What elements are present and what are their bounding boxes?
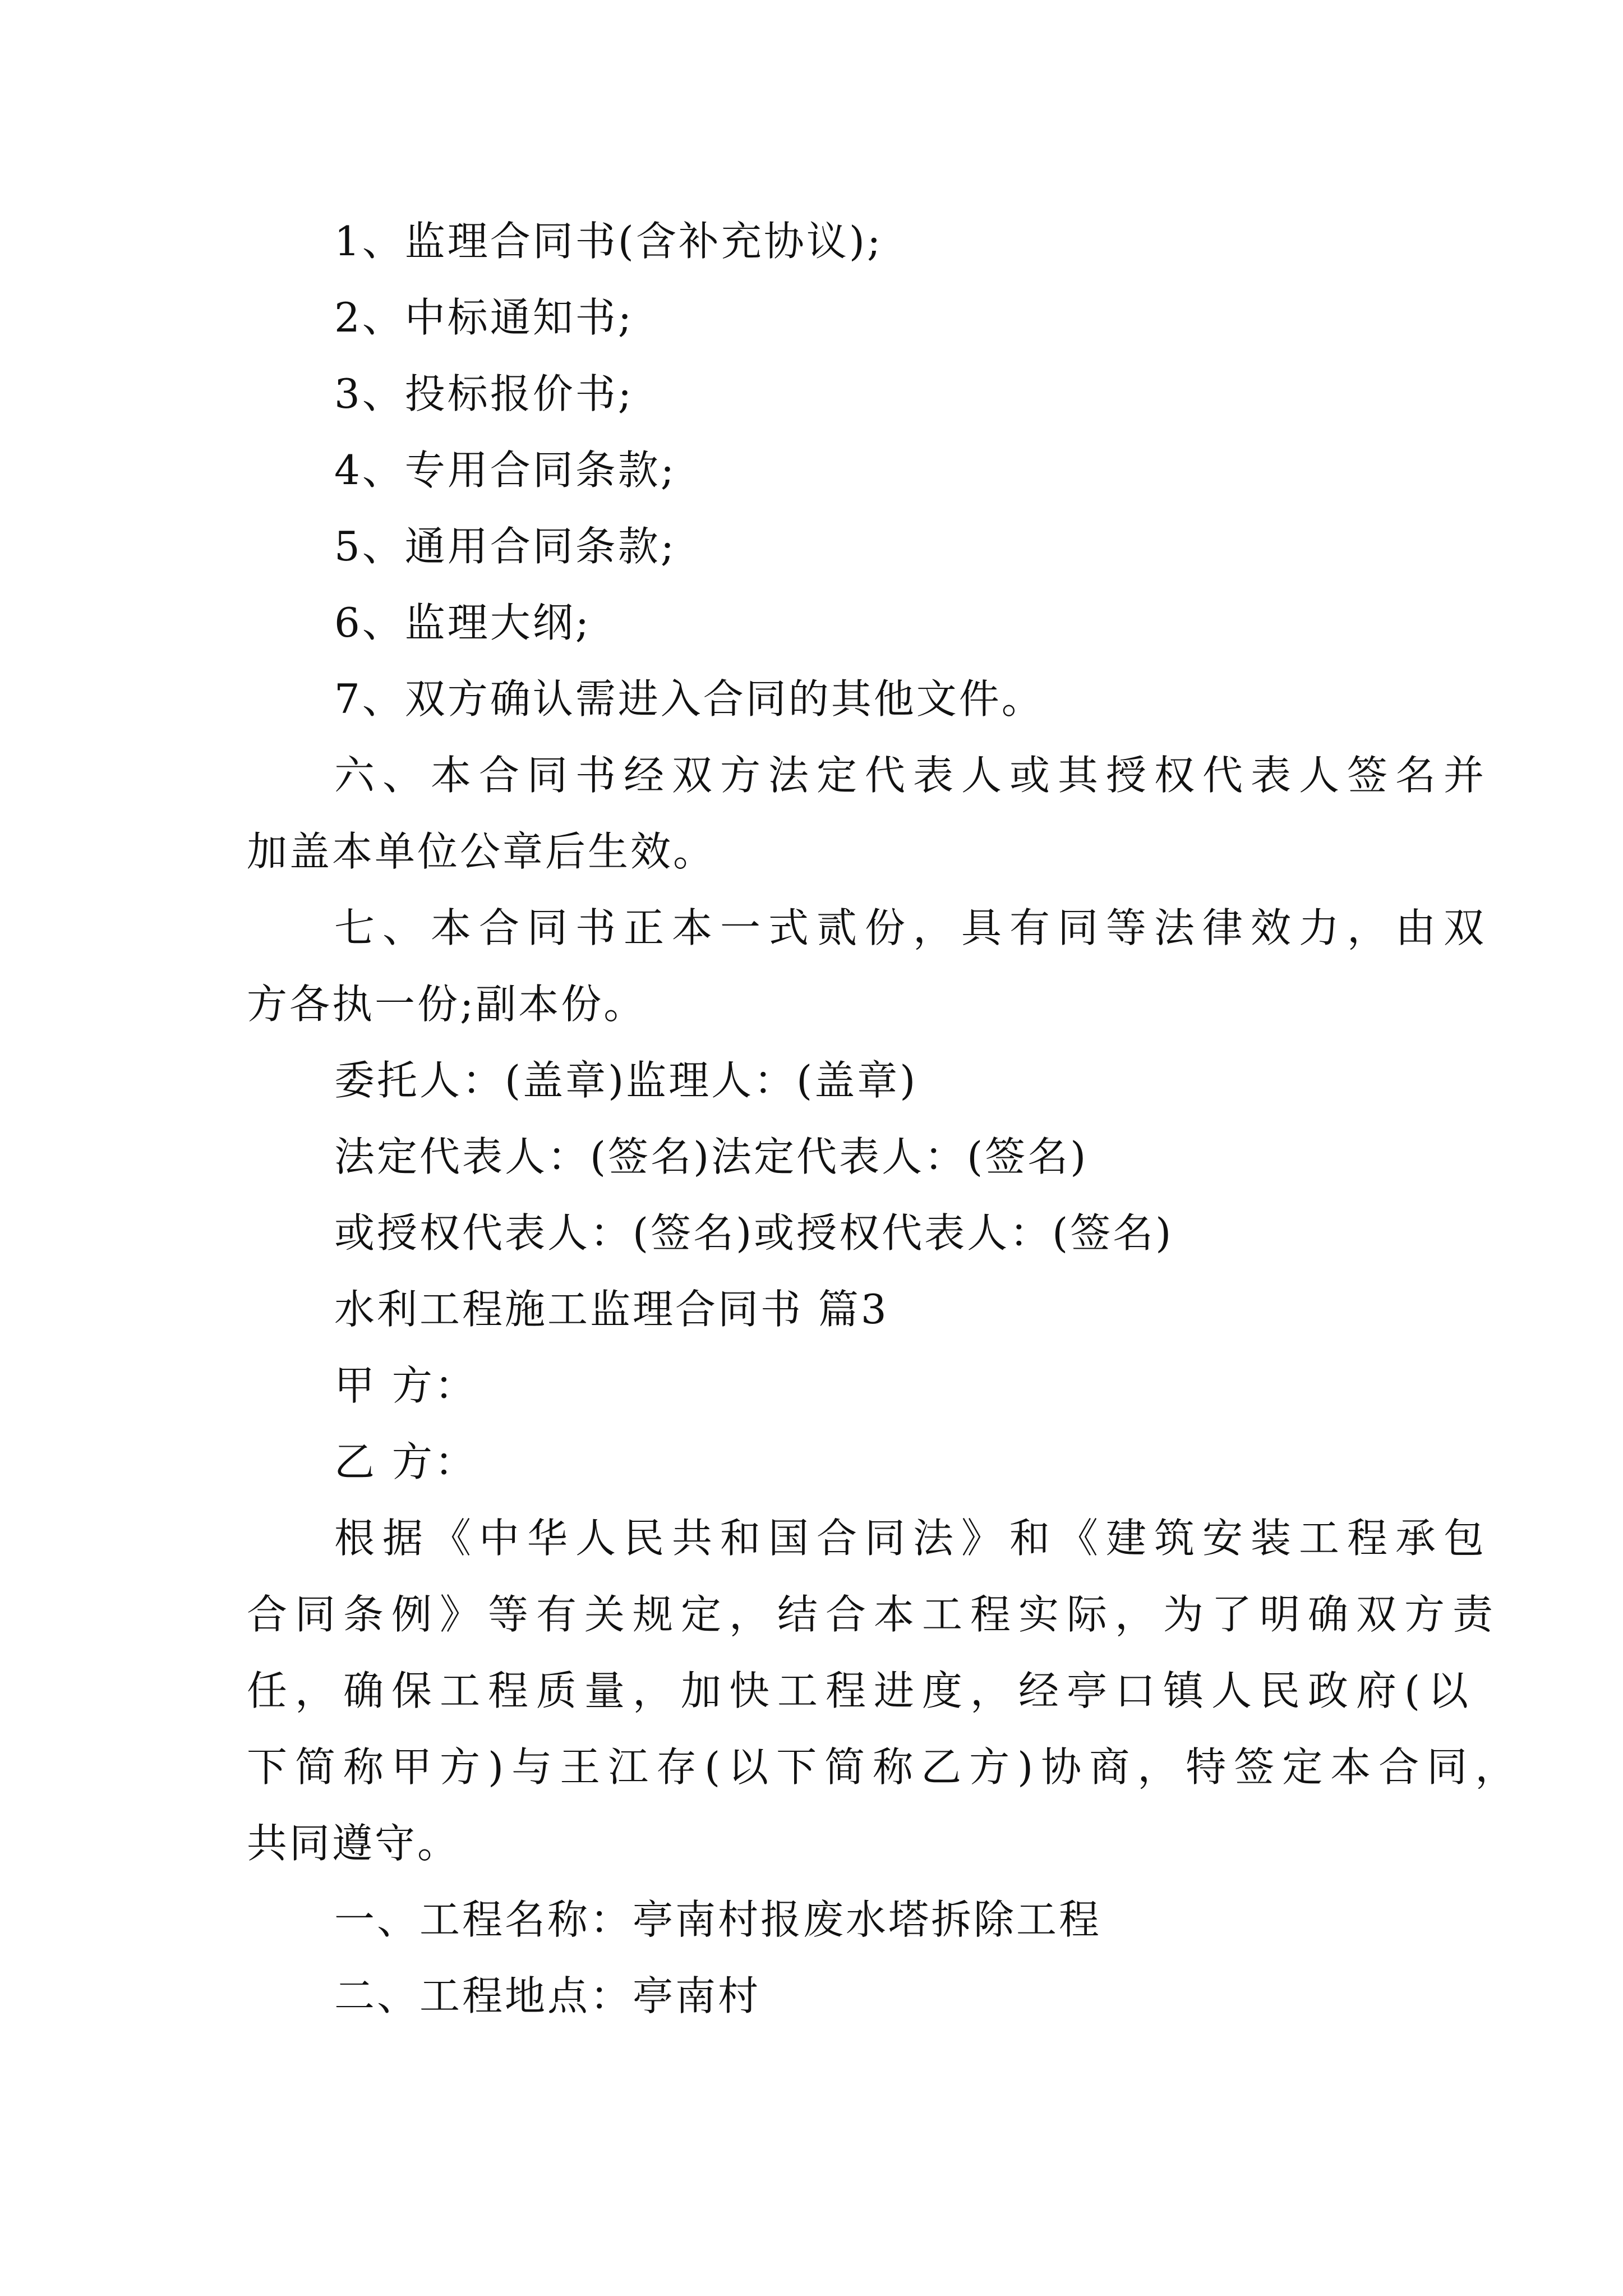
section-title: 水利工程施工监理合同书 篇3: [334, 1286, 889, 1333]
preamble-line: 合同条例》等有关规定，结合本工程实际，为了明确双方责: [247, 1591, 1501, 1638]
signature-line: 法定代表人：(签名)法定代表人：(签名): [334, 1133, 1089, 1180]
party-a-label: 甲 方：: [334, 1362, 477, 1409]
signature-line: 委托人：(盖章)监理人：(盖章): [334, 1057, 918, 1104]
list-item: 1、监理合同书(含补充协议);: [334, 218, 883, 265]
item-project-location: 二、工程地点：亭南村: [334, 1972, 761, 2019]
clause-six-line: 加盖本单位公章后生效。: [247, 828, 716, 875]
clause-seven-line: 方各执一份;副本份。: [247, 981, 647, 1028]
list-item: 5、通用合同条款;: [334, 523, 677, 570]
clause-six-line: 六、本合同书经双方法定代表人或其授权代表人签名并: [334, 752, 1492, 799]
preamble-line: 任，确保工程质量，加快工程进度，经亭口镇人民政府(以: [247, 1667, 1477, 1714]
signature-line: 或授权代表人：(签名)或授权代表人：(签名): [334, 1209, 1174, 1257]
preamble-line: 根据《中华人民共和国合同法》和《建筑安装工程承包: [334, 1515, 1492, 1562]
list-item: 7、双方确认需进入合同的其他文件。: [334, 675, 1044, 723]
preamble-line: 下简称甲方)与王江存(以下简称乙方)协商，特签定本合同，: [247, 1743, 1524, 1791]
list-item: 3、投标报价书;: [334, 370, 634, 417]
preamble-line: 共同遵守。: [247, 1820, 460, 1867]
list-item: 6、监理大纲;: [334, 599, 592, 646]
item-project-name: 一、工程名称：亭南村报废水塔拆除工程: [334, 1896, 1102, 1943]
party-b-label: 乙 方：: [334, 1438, 477, 1485]
clause-seven-line: 七、本合同书正本一式贰份，具有同等法律效力，由双: [334, 904, 1492, 951]
list-item: 2、中标通知书;: [334, 294, 634, 341]
list-item: 4、专用合同条款;: [334, 447, 677, 494]
